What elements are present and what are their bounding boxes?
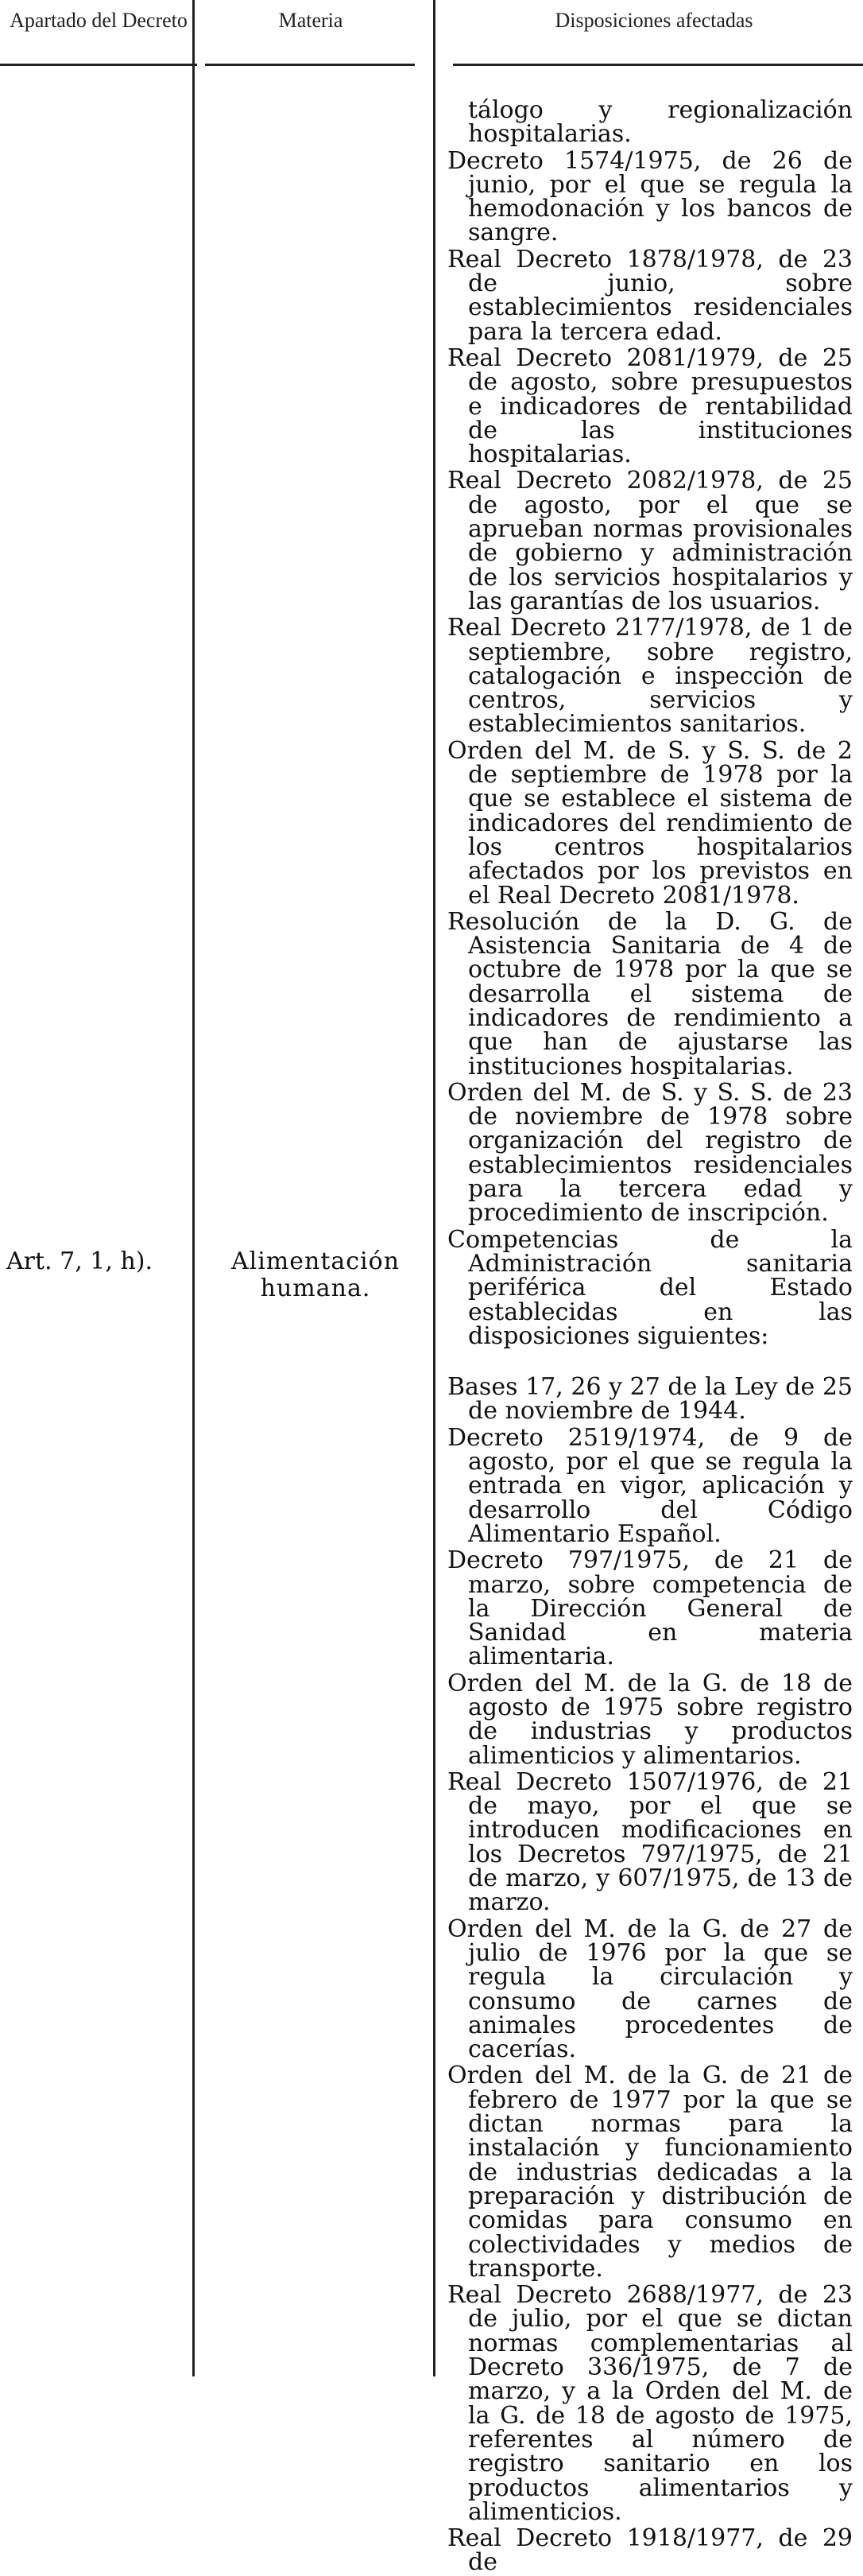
header-rule-disposiciones xyxy=(453,64,863,66)
disposition-entry: Orden del M. de la G. de 18 de agosto de 1975 sobre registro de industrias y productos alimenticios y alimentarios. xyxy=(447,1669,853,1770)
disposition-entry: Real Decreto 1918/1977, de 29 de xyxy=(447,2524,853,2576)
disposition-entry: Real Decreto 1507/1976, de 21 de mayo, por el que se introducen modificaciones en los Decretos 797/1975, de 21 de marzo, y 607/1975, de 13 de marzo. xyxy=(447,1767,853,1917)
disposition-entry: Bases 17, 26 y 27 de la Ley de 25 de noviembre de 1944. xyxy=(447,1373,853,1426)
disposition-entry: Real Decreto 1878/1978, de 23 de junio, sobre establecimientos residenciales para la tercera edad. xyxy=(447,245,853,346)
subject-materia: Alimentación humana. xyxy=(230,1247,401,1302)
disposition-entry: Orden del M. de S. y S. S. de 2 de septiembre de 1978 por la que se establece el sistema de indicadores del rendimiento de los centros hospitalarios afectados por los previstos en el Real Decreto 2081/1978. xyxy=(447,736,853,910)
disposition-entry: Real Decreto 2688/1977, de 23 de julio, por el que se dictan normas complementarias al Decreto 336/1975, de 7 de marzo, y a la Orden del M. de la G. de 18 de agosto de 1975, referentes al número de registro sanitario en los productos alimentarios y alimenticios. xyxy=(447,2281,853,2526)
column-divider-2 xyxy=(433,0,435,2376)
header-disposiciones: Disposiciones afectadas xyxy=(555,9,753,32)
header-rule-materia xyxy=(205,64,415,66)
article-reference: Art. 7, 1, h). xyxy=(6,1247,153,1275)
disposition-intro: Competencias de la Administración sanitaria periférica del Estado establecidas en las disposiciones siguientes: xyxy=(447,1225,853,1350)
disposition-entry: Real Decreto 2082/1978, de 25 de agosto, por el que se aprueban normas provisionales de gobierno y administración de los servicios hospitalarios y las garantías de los usuarios. xyxy=(447,467,853,615)
disposition-entry: Real Decreto 2081/1979, de 25 de agosto, sobre presupuestos e indicadores de rentabilidad de las instituciones hospitalarias. xyxy=(447,343,853,469)
column-divider-1 xyxy=(192,0,195,2376)
disposition-entry: Orden del M. de la G. de 27 de julio de 1976 por la que se regula la circulación y consumo de carnes de animales procedentes de cacerías. xyxy=(447,1915,853,2064)
disposition-entry: Orden del M. de S. y S. S. de 23 de noviembre de 1978 sobre organización del registro de establecimientos residenciales para la tercera edad y procedimiento de inscripción. xyxy=(447,1078,853,1228)
header-materia: Materia xyxy=(278,9,343,32)
disposition-entry: Decreto 1574/1975, de 26 de junio, por el que se regula la hemodonación y los bancos de sangre. xyxy=(447,146,853,247)
header-apartado: Apartado del Decreto xyxy=(10,9,188,32)
header-rule-apartado xyxy=(0,64,197,66)
dispositions-list xyxy=(447,96,853,2576)
disposition-entry: Orden del M. de la G. de 21 de febrero de 1977 por la que se dictan normas para la instalación y funcionamiento de industrias dedicadas a la preparación y distribución de comidas para consumo en colectividades y medios de transporte. xyxy=(447,2062,853,2283)
disposition-entry: Resolución de la D. G. de Asistencia Sanitaria de 4 de octubre de 1978 por la que se desarrolla el sistema de indicadores de rendimiento a que han de ajustarse las instituciones hospitalarias. xyxy=(447,907,853,1080)
disposition-entry: tálogo y regionalización hospitalarias. xyxy=(468,96,853,149)
disposition-entry: Decreto 797/1975, de 21 de marzo, sobre competencia de la Dirección General de Sanidad en materia alimentaria. xyxy=(447,1546,853,1671)
disposition-entry: Real Decreto 2177/1978, de 1 de septiembre, sobre registro, catalogación e inspección de centros, servicios y establecimientos sanitarios. xyxy=(447,614,853,739)
disposition-entry: Decreto 2519/1974, de 9 de agosto, por el que se regula la entrada en vigor, aplicación y desarrollo del Código Alimentario Español. xyxy=(447,1423,853,1548)
